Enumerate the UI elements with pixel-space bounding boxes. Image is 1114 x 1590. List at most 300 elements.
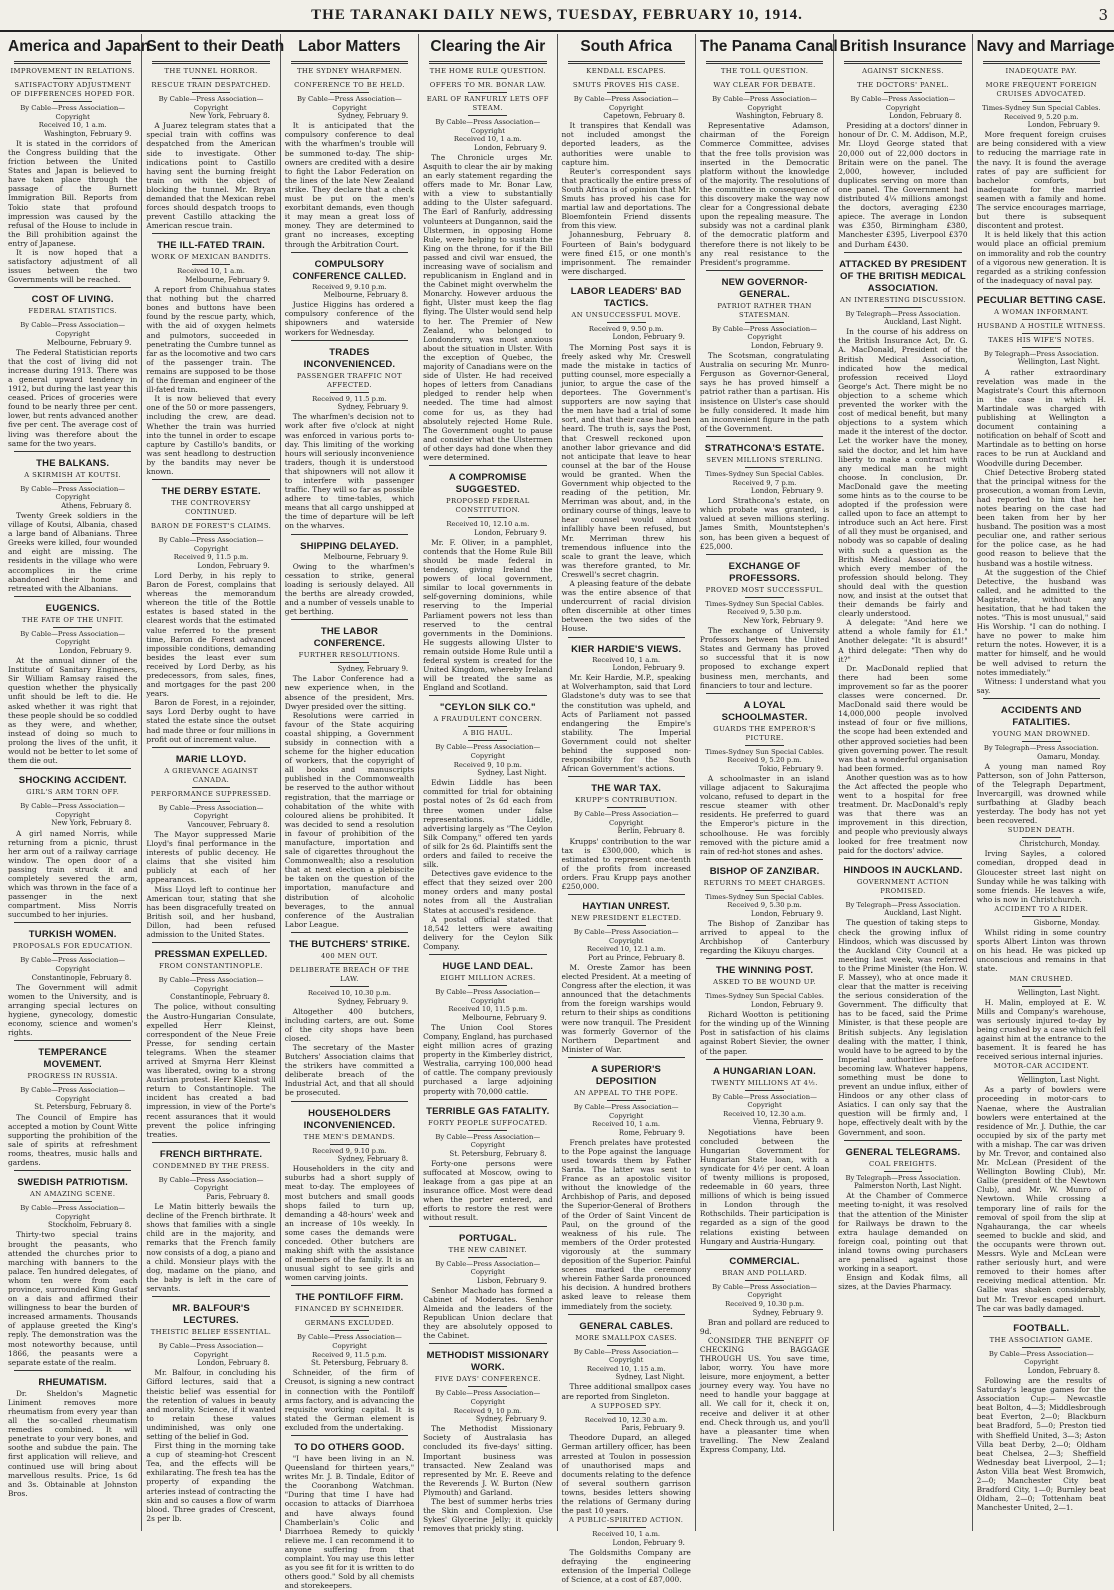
article-headline: PECULIAR BETTING CASE. xyxy=(976,294,1106,306)
article-headline: GENERAL CABLES. xyxy=(579,1320,673,1332)
article-separator xyxy=(568,776,685,777)
received-time: Received 10, 1 a.m. xyxy=(38,121,107,130)
subheading-dash xyxy=(745,78,784,79)
article-paragraph: The exchange of University Professors between the United States and Germany has proved so successful that it is now proposed to exchange expert business men, merchants, and financiers to tour and lecture. xyxy=(699,626,830,690)
article-paragraph: Another question was as to how the Act affected the people who went to a hospital for free treatment. Dr. MacDonald's reply was that there was an improvement in this direction, and people who previously always looked for free treatment now paid for the doctors' advice. xyxy=(838,772,968,855)
subheading-dash xyxy=(330,92,369,93)
article-subheading: GUARDS THE EMPEROR'S PICTURE. xyxy=(713,724,816,742)
headline-rule xyxy=(152,61,269,64)
article-paragraph: Lord Derby, in his reply to Baron de Forest, complains that whereas the memorandum whereon the title of the Bottle estates is based stated in the clearest words that the estimated value referred to the present time, Baron de Forest advanced impossible conditions, demanding besides the least ever sum received by Lord Derby, as his predecessors, from sales, fines, and mortgages for the past 200 years. xyxy=(146,570,276,699)
subheading-dash xyxy=(1022,101,1061,102)
article-subheading: THE CONTROVERSY CONTINUED. xyxy=(171,499,251,517)
article-subheading: A GRIEVANCE AGAINST CANADA. xyxy=(164,766,258,784)
article-paragraph: The police, without consulting the Austro-Hungarian Consulate, expelled Herr Kleinst, correspondent of the Neue Freie Presse, for sending certain telegrams. When the steamer arrived at Smyrna Herr Kleinst was liberated, owing to a strong Austrian protest. Herr Kleinst will return to Constantinople. The incident has created a bad impression, in view of the Porte's recent assurances that it would prevent the police infringing treaties. xyxy=(146,1002,276,1139)
article-paragraph: A girl named Norris, while returning from a picnic, thrust her arm out of a railway carriage window. The open door of a passing train struck it and completely severed the arm, which was thrown in the face of a passenger in the next compartment. Miss Norris succumbed to her injuries. xyxy=(8,828,138,920)
dateline: Sydney, February 9. xyxy=(337,665,409,674)
received-time: Received 10, 12.30 a.m. xyxy=(584,1415,668,1424)
article-separator xyxy=(983,698,1100,699)
dateline: Wellington, Last Night. xyxy=(1017,1076,1100,1085)
article-paragraph: The Morning Post says it is freely asked why Mr. Creswell made the mistake in tactics of putting counsel, more especially a junior, to argue the case of the deportees. The Government's supporters are now saying that the men have had a trial of some sort, and that their case had been heard. The truth is, says the Post, that Creswell reckoned upon another labor grievance and did not anticipate that leave to hear counsel at the bar of the House would be granted. When the Government whip objected to the reading of the petition, Mr. Merriman was about, and, in the ordinary course of things, leave to hear counsel would almost infallibly have been refused, but Mr. Merriman threw his tremendous influence into the scale to grant the leave, which was therefore granted, to Mr. Creswell's secret chagrin. xyxy=(561,342,691,579)
received-time: Received 10, 1 a.m. xyxy=(453,135,522,144)
article-paragraph: Thirty-two special trains brought the peasants, who attended the churches prior to marching with banners to the palace. Ten hundred delegates, of whom ten were from each province, surrounded King Gustaf on a dais and affirmed their willingness to bear the burden of increased armaments. Thousands of applause greeted the King's reply. The demonstration was the most noteworthy because, until 1866, the peasants were a separate estate of the realm. xyxy=(8,1230,138,1367)
article-headline: TRADES INCONVENIENCED. xyxy=(303,346,396,370)
article-subheading: TWENTY MILLIONS AT 4½. xyxy=(711,1078,818,1087)
article-paragraph: A young man named Roy Patterson, son of John Patterson, of the Telegraph Department, Invercargill, was drowned while surfbathing at Gladby beach yesterday. The body has not yet been recovered. xyxy=(976,761,1106,826)
article-subheading: THE ASSOCIATION GAME. xyxy=(989,1335,1094,1344)
cable-credit: By Cable—Press Association—Copyright xyxy=(573,95,679,112)
article-paragraph: It is now believed that every one of the 50 or more passengers, including the crew, are dead. Whether the train was hurried into the tunnel in order to escape capture by Castillo's bandits, or was sent headlong to destruction by the bandits may never be known. xyxy=(146,394,276,476)
subheading-dash xyxy=(745,597,784,598)
cable-credit: By Cable—Press Association—Copyright xyxy=(712,1092,817,1110)
dateline: Wellington, Last Night. xyxy=(1017,358,1100,367)
subheading-dash xyxy=(607,1345,646,1346)
cable-credit: Times-Sydney Sun Special Cables. xyxy=(705,747,824,756)
subheading-dash xyxy=(330,963,369,964)
dateline: New York, February 8. xyxy=(51,819,132,828)
subheading-dash xyxy=(468,517,507,518)
cable-credit: By Cable—Press Association—Copyright xyxy=(158,536,264,553)
article-separator xyxy=(706,693,823,694)
dateline: Sydney, February 8. xyxy=(337,1155,409,1164)
subheading-dash xyxy=(745,890,784,891)
article-separator xyxy=(568,1057,685,1058)
subheading-dash xyxy=(607,92,646,93)
article-separator xyxy=(706,554,823,555)
received-time: Received 9, 11.5 p.m. xyxy=(312,394,387,403)
article-headline: HINDOOS IN AUCKLAND. xyxy=(843,864,963,876)
headline-rule xyxy=(568,61,685,64)
article-subheading: AN UNSUCCESSFUL MOVE. xyxy=(571,310,681,319)
article-subheading: YOUNG MAN DROWNED. xyxy=(992,729,1091,738)
columns-container xyxy=(4,34,1114,1590)
article-paragraph: Senhor Machado has formed a Cabinet of Moderates. Senhor Almeida and the leaders of the Republican Union declare that they are absolutely opposed to the Cabinet. xyxy=(423,1285,553,1341)
subheading-dash xyxy=(53,799,92,800)
article-paragraph: Representative Adamson, chairman of the Foreign Commerce Committee, advises that the free tolls provision was inserted in the Democratic platform without the knowledge of the majority. The resolutions of the committee in consequence of this discovery make the way now clear for a Congressional debate upon the repealing measure. The subsidy was not a cardinal plank of the democratic platform and therefore there is not likely to be any real resistance to the President's programme. xyxy=(699,121,830,267)
subheading-dash xyxy=(607,78,646,79)
cable-credit: By Cable—Press Association—Copyright xyxy=(435,1389,541,1406)
subheading-dash xyxy=(1022,837,1061,838)
cable-credit: By Cable—Press Association—Copyright xyxy=(20,956,126,974)
article-headline: STRATHCONA'S ESTATE. xyxy=(704,442,825,454)
article-separator xyxy=(429,1099,546,1100)
article-separator xyxy=(291,1435,408,1436)
column-4 xyxy=(419,34,557,1534)
article-paragraph: The Scotsman, congratulating Australia on securing Mr. Munro-Ferguson as Governor-General, says he has proved himself a patriot rather than a partisan. His insistence on Ulster's case should be fully considered. It made him an inconvenient figure in the path of the Government. xyxy=(699,351,830,433)
subheading-dash xyxy=(1022,347,1061,348)
column-headline: Clearing the Air xyxy=(430,38,546,55)
article-paragraph: The question of taking steps to check the growing influx of Hindoos, which was discussed by the Auckland City Council at a meeting last week, was referred to the Prime Minister (the Hon. W. F. Massey), who at once made it clear that the matter is receiving the serious consideration of the Government. The difficulty that has to be faced, said the Prime Minister, is that these people are British subjects. Any legislation dealing with the matter, I think, would have to be agreed to by the Imperial authorities before becoming law. Whatever happens, something must be done to prevent an undue influx, either of Hindoos or any other class of Asiatics. I can only say that the question will be firmly and, I hope, effectively dealt with by the Government, and soon. xyxy=(838,918,968,1137)
article-paragraph: Le Matin bitterly bewails the decline of the French birthrate. It shows that families with a single child are in the majority, and remarks that the French family now consists of a dog, a piano and a child. Monsieur plays with the dog, madame on the piano, and the baby is left in the care of servants. xyxy=(146,1202,276,1293)
article-paragraph: The Bishop of Zanzibar has arrived to appeal to the Archbishop of Canterbury regarding the Kikuyu charges. xyxy=(699,919,830,956)
subheading-dash xyxy=(192,787,231,788)
dateline: London, February 8. xyxy=(197,1359,270,1368)
article-paragraph: A delegate: "And here we attend a whole family for £1." Another delegate: "It is absurd!" A third delegate: "Then why do it?" xyxy=(838,618,968,664)
cable-credit: By Cable—Press Association—Copyright xyxy=(573,810,679,827)
article-headline: A LOYAL SCHOOLMASTER. xyxy=(721,699,808,723)
column-8 xyxy=(973,34,1114,1531)
article-separator xyxy=(152,1296,269,1297)
article-separator xyxy=(291,619,408,620)
headline-rule xyxy=(844,61,961,64)
received-time: Received 9, 10 p.m. xyxy=(453,1406,522,1415)
article-subheading: FORTY PEOPLE SUFFOCATED. xyxy=(428,1118,548,1127)
subheading-dash xyxy=(468,740,507,741)
article-subheading: NEW PRESIDENT ELECTED. xyxy=(570,914,682,923)
column-headline: Sent to their Death xyxy=(146,38,285,55)
article-headline: MR. BALFOUR'S LECTURES. xyxy=(172,1303,250,1327)
article-paragraph: Bran and pollard are reduced to 9d. xyxy=(699,1317,830,1336)
article-subheading: GERMANS EXCLUDED. xyxy=(304,1319,395,1328)
dateline: Sydney, February 9. xyxy=(337,112,409,121)
subheading-dash xyxy=(330,1330,369,1331)
article-subheading: THE DOCTORS' PANEL. xyxy=(857,81,949,89)
dateline: Melbourne, February 9. xyxy=(185,276,270,284)
article-headline: EUGENICS. xyxy=(45,602,100,614)
dateline: London, February 8. xyxy=(889,112,962,121)
article-subheading: THE SYDNEY WHARFMEN. xyxy=(296,67,402,75)
article-paragraph: "I have been living in an N. Queensland for thirteen years," writes Mr. J. B. Tindale, Editor of the Cooranbong Watchman. "During that time I have had occasion to attacks of Diarrhoea and have always found Chamberlain's Colic and Diarrhoea Remedy to quickly relieve me. I can recommend it to anyone suffering from that complaint. You may use this letter as you see fit for it is written to do others good." Sold by all chemists and storekeepers. xyxy=(284,1454,415,1590)
article-separator xyxy=(14,922,131,923)
article-headline: SHIPPING DELAYED. xyxy=(300,540,399,552)
article-paragraph: Detectives gave evidence to the effect that they seized over 200 money orders and many postal notes from all the Australian States at accused's residence. xyxy=(423,869,553,915)
column-headline: Labor Matters xyxy=(298,38,401,55)
article-paragraph: Edwin Liddle has been committed for trial for obtaining postal notes of 2s 6d each from three women under false representations. Liddle, advertising largely as "The Ceylon Silk Company," offered ten yards of silk for 2s 6d. Plaintiffs sent the orders and failed to receive the silk. xyxy=(423,778,553,870)
article-paragraph: It transpires that Kendall was not included amongst the deported leaders, as the authorities were unable to capture him. xyxy=(561,121,691,167)
article-subheading: HUSBAND A HOSTILE WITNESS. xyxy=(977,321,1106,330)
cable-credit: By Cable—Press Association—Copyright xyxy=(20,1204,126,1221)
received-time: Received 10, 1 a.m. xyxy=(592,655,661,664)
article-paragraph: Ensign and Kodak films, all sizes, at the Davies Pharmacy. xyxy=(838,1273,968,1292)
article-subheading: FURTHER RESOLUTIONS. xyxy=(298,651,401,660)
dateline: London, February 9. xyxy=(750,341,824,350)
article-subheading: PROGRESS IN RUSSIA. xyxy=(27,1072,118,1081)
article-headline: SHOCKING ACCIDENT. xyxy=(18,775,127,787)
article-subheading: AN AMAZING SCENE. xyxy=(29,1190,116,1199)
article-subheading: PATRIOT RATHER THAN STATESMAN. xyxy=(717,301,812,319)
subheading-dash xyxy=(468,985,507,986)
article-headline: BISHOP OF ZANZIBAR. xyxy=(709,865,820,877)
article-separator xyxy=(983,1316,1100,1317)
article-headline: "CEYLON SILK CO." xyxy=(439,702,536,714)
dateline: Washington, February 9. xyxy=(43,129,132,138)
article-subheading: WORK OF MEXICAN BANDITS. xyxy=(151,253,271,262)
cable-credit: By Cable—Press Association—Copyright xyxy=(573,1102,679,1120)
article-subheading: EIGHT MILLION ACRES. xyxy=(440,974,536,982)
subheading-dash xyxy=(745,1280,784,1281)
column-7 xyxy=(834,34,972,1531)
cable-credit: Times-Sydney Sun Special Cables. xyxy=(705,992,824,1001)
article-paragraph: Baron de Forest, in a rejoinder, says Lord Derby ought to have stated the estate since the outset had made three or four millions in profit out of increment value. xyxy=(146,698,276,744)
article-paragraph: A rather extraordinary revelation was made in the Magistrate's Court this afternoon in the case in which H. Martindale was charged with publishing at Wellington a document containing a notification on behalf of Scott and Martindale as to betting on horse races to be run at Auckland and Woodville during December. xyxy=(976,367,1106,468)
dateline: Berlin, February 8. xyxy=(617,827,685,836)
article-paragraph: At the Chamber of Commerce meeting to-night, it was resolved that the attention of the Minister for Railways be drawn to the extra haulage demanded on foreign coal, pointing out that inland towns owing purchasers are penalised against those working in a seaport. xyxy=(838,1191,968,1274)
cable-credit: By Telegraph—Press Association. xyxy=(845,1173,961,1182)
article-paragraph: The Chronicle urges Mr. Asquith to clear the air by making an early statement regarding the offers made to Mr. Bonar Law, with a view to substantially adding to the Ulster safeguard. The Earl of Ranfurly, addressing volunteers at Dungannon, said the Ulstermen, in opposing Home Rule, were helping to sustain the King on the throne, for if the Bill passed and civil war ensued, the increasing wave of socialism and republicanism in England and in the Cabinet might overwhelm the Monarchy. However arduous the fight, Ulster must keep the flag flying. The Ulster would send help to her. The Premier of New Zealand, who belonged to Londonderry, was most anxious about the situation in Ulster. With the exception of Quebec, the majority of Canadians were on the side of Ulster. He had received hopes of letters from Canadians pledged to render help when needed. The time had almost come for us, as they had absolutely rejected Home Rule. The Government ought to pause and consider what the Ulstermen of other days had done when they were determined. xyxy=(423,152,553,462)
article-subheading: FEDERAL STATISTICS. xyxy=(28,307,117,316)
article-separator xyxy=(14,287,131,288)
received-time: Received 9, 5.20 p.m. xyxy=(727,756,802,765)
subheading-dash xyxy=(53,78,92,79)
article-headline: METHODIST MISSIONARY WORK. xyxy=(426,1350,550,1374)
subheading-dash xyxy=(884,307,923,308)
received-time: Received 10, 1 a.m. xyxy=(177,267,245,276)
headline-rule xyxy=(429,61,546,64)
received-time: Received 9, 11.5 p.m. xyxy=(312,1350,387,1359)
article-separator xyxy=(844,1140,961,1141)
subheading-dash xyxy=(745,322,784,323)
dateline: Washington, February 8. xyxy=(735,112,824,121)
subheading-dash xyxy=(53,1201,92,1202)
cable-credit: By Cable—Press Association—Copyright xyxy=(158,1175,264,1193)
article-paragraph: The Federal Statistician reports that the cost of living did not increase during 1913. There was a general upward tendency in 1912, but during the last year this ceased. Prices of groceries were found to be nearly three per cent. lower, but rents advanced another five per cent. The average cost of living was therefore about the same for the two years. xyxy=(8,347,138,448)
dateline: Lisbon, February 9. xyxy=(477,1276,547,1285)
cable-credit: By Cable—Press Association—Copyright xyxy=(158,95,264,112)
subheading-dash xyxy=(1022,916,1061,917)
dateline: Vienna, February 9. xyxy=(752,1118,824,1127)
cable-credit: By Cable—Press Association—Copyright xyxy=(435,118,541,135)
article-subheading: AGAINST SICKNESS. xyxy=(862,67,944,75)
subheading-dash xyxy=(884,898,923,899)
dateline: Paris, February 8. xyxy=(206,1193,270,1201)
subheading-dash xyxy=(192,1339,231,1340)
column-1 xyxy=(4,34,151,1531)
article-headline: THE WINNING POST. xyxy=(715,965,814,977)
dateline: Tokio, February 9. xyxy=(758,764,824,773)
subheading-dash xyxy=(745,1090,784,1091)
received-time: Received 10, 12.1 a.m. xyxy=(586,945,666,954)
subheading-dash xyxy=(745,92,784,93)
article-subheading: FIVE DAYS' CONFERENCE. xyxy=(434,1375,541,1384)
dateline: St. Petersburg, February 8. xyxy=(34,1103,132,1112)
subheading-dash xyxy=(1022,319,1061,320)
article-headline: THE BUTCHERS' STRIKE. xyxy=(288,938,410,950)
dateline: St. Petersburg, February 8. xyxy=(311,1359,409,1368)
article-paragraph: Reuter's correspondent says that practically the entire press of South Africa is of opinion that Mr. Smuts has proved his case for martial law and deportations. The Bloemfontein Friend dissents from this view. xyxy=(561,166,691,231)
subheading-dash xyxy=(53,101,92,102)
article-headline: THE LABOR CONFERENCE. xyxy=(313,626,386,650)
article-subheading: CONFERENCE TO BE HELD. xyxy=(294,81,405,89)
article-separator xyxy=(14,1170,131,1171)
dateline: Melbourne, February 9. xyxy=(323,552,409,561)
dateline: New York, February 8. xyxy=(189,112,270,121)
dateline: London, February 9. xyxy=(750,910,824,918)
cable-credit: By Cable—Press Association—Copyright xyxy=(850,95,956,112)
dateline: Stockholm, February 8. xyxy=(48,1221,132,1230)
cable-credit: By Telegraph—Press Association. xyxy=(983,349,1099,358)
article-subheading: IMPROVEMENT IN RELATIONS. xyxy=(10,67,135,75)
article-headline: A COMPROMISE SUGGESTED. xyxy=(449,472,527,496)
article-subheading: TAKES HIS WIFE'S NOTES. xyxy=(988,335,1095,344)
cable-credit: By Cable—Press Association—Copyright xyxy=(712,1282,817,1300)
subheading-dash xyxy=(745,467,784,468)
article-subheading: THE FATE OF THE UNFIT. xyxy=(21,615,124,624)
article-subheading: THE TOLL QUESTION. xyxy=(720,67,809,75)
article-separator xyxy=(291,1101,408,1102)
article-subheading: A BIG HAUL. xyxy=(462,729,513,738)
article-paragraph: The Methodist Missionary Society of Australasia has concluded its five-days' sitting. Important business was transacted. New Zealand was represented by Mr. E. Reeve and the Reverends J. W. Burton (New Plymouth) and Garland. xyxy=(423,1424,553,1497)
article-headline: HUGE LAND DEAL. xyxy=(442,961,534,972)
article-subheading: AN INTERESTING DISCUSSION. xyxy=(839,295,966,304)
article-headline: A SUPERIOR'S DEPOSITION xyxy=(591,1063,662,1087)
subheading-dash xyxy=(607,807,646,808)
received-time: Received 9, 9.50 p.m. xyxy=(588,324,664,333)
dateline: Sydney, Last Night. xyxy=(615,1373,685,1382)
subheading-dash xyxy=(53,1083,92,1084)
cable-credit: Times-Sydney Sun Special Cables. xyxy=(705,892,824,901)
dateline: London, February 9. xyxy=(750,1001,824,1010)
headline-rule xyxy=(706,61,823,64)
article-headline: A HUNGARIAN LOAN. xyxy=(713,1065,816,1077)
subheading-dash xyxy=(53,627,92,628)
received-time: Received 10, 11.5 p.m. xyxy=(448,1005,528,1014)
received-time: Received 9, 11.5 p.m. xyxy=(173,553,249,562)
dateline: Auckland, Last Night. xyxy=(884,909,962,918)
subheading-dash xyxy=(468,1386,507,1387)
article-separator xyxy=(844,858,961,859)
article-separator xyxy=(291,534,408,535)
dateline: London, February 9. xyxy=(197,561,270,570)
subheading-dash xyxy=(468,1130,507,1131)
article-headline: KIER HARDIE'S VIEWS. xyxy=(571,643,682,655)
subheading-dash xyxy=(1022,1347,1061,1348)
article-paragraph: Mr. Keir Hardie, M.P., speaking at Wolverhampton, said that Lord Gladstone's duty was to see that the constitution was upheld, and Acts of Parliament not passed endangering the Empire's stability. The Imperial Government could not shelter behind the supposed non-responsibility for the South African Government's actions. xyxy=(561,673,691,774)
cable-credit: By Cable—Press Association—Copyright xyxy=(158,803,264,821)
column-5 xyxy=(558,34,696,1585)
article-paragraph: A report from Chihuahua states that nothing but the charred bones and buttons have been found by the rescue party, which, with the aid of oxygen helmets and pulmotors, succeeded in penetrating the Cumbre tunnel as far as the locomotive and two cars of the passenger train. The remains are supposed to be those of the fireman and engineer of the ill-fated train. xyxy=(146,285,276,395)
article-paragraph: Presiding at a doctors' dinner in honour of Dr. C. M. Addison, M.P., Mr. Lloyd George stated that 20,000 out of 22,000 doctors in Britain were on the panel. The 2,000, however, included duplicates serving on more than one panel. The Government had distributed 4¼ millions amongst the doctors, averaging £230 apiece. The average in London was £350, Birmingham £380, Manchester £395, Liverpool £370 and Durham £430. xyxy=(838,121,968,249)
cable-credit: By Cable—Press Association—Copyright xyxy=(20,802,126,819)
article-paragraph: Dr. Sheldon's Magnetic Liniment removes more rheumatism from every year than all the so-called rheumatism remedies combined. It will penetrate to your very bones, and soothe and subdue the pain. The first application will relieve, and continued use will bring about marvellous results. Price, 1s 6d and 3s. Obtainable at Johnston Bros. xyxy=(8,1388,138,1498)
subheading-dash xyxy=(468,115,507,116)
article-headline: SWEDISH PATRIOTISM. xyxy=(17,1177,128,1189)
article-separator xyxy=(429,1343,546,1344)
dateline: Melbourne, February 8. xyxy=(323,291,409,300)
article-paragraph: Lord Strathcona's estate, on which probate was granted, is valued at seven millions sterling. James Smith, Mountstephen's son, has been given a bequest of £25,000. xyxy=(699,496,830,551)
article-paragraph: It is held likely that this action would place an official premium on immorality and rob the country of a vigorous new generation. It is regarded as a striking confession of the inadequacy of naval pay. xyxy=(976,230,1106,285)
article-separator xyxy=(844,252,961,253)
article-subheading: A PUBLIC-SPIRITED ACTION. xyxy=(569,1516,684,1525)
article-headline: THE DERBY ESTATE. xyxy=(161,486,261,498)
cable-credit: By Cable—Press Association—Copyright xyxy=(988,1349,1094,1367)
subheading-dash xyxy=(192,519,231,520)
article-paragraph: Three additional smallpox cases are reported from Singleton. xyxy=(561,1382,691,1401)
article-subheading: PROVED MOST SUCCESSFUL. xyxy=(705,585,824,594)
article-headline: PRESSMAN EXPELLED. xyxy=(154,949,268,961)
cable-credit: By Cable—Press Association—Copyright xyxy=(20,321,126,338)
article-paragraph: Negotiations have been concluded between the Hungarian Government for Hungarian State loan, with a syndicate for 4½ per cent. A loan of twenty millions is proposed, redeemable in 60 years, three millions of which is being issued in London through the Rothschilds. Their participation is regarded as a sign of the good relations existing between Hungary and Austria-Hungary. xyxy=(699,1127,830,1246)
cable-credit: By Telegraph—Press Association. xyxy=(845,309,961,318)
article-separator xyxy=(14,1370,131,1371)
dateline: New York, February 9. xyxy=(743,616,824,625)
article-subheading: THE HOME RULE QUESTION. xyxy=(429,67,546,75)
subheading-dash xyxy=(192,78,231,79)
column-headline: America and Japan xyxy=(8,38,151,55)
article-paragraph: Schneider, of the firm of Creusot, is signing a new contract in connection with the Pontiloff arms factory, and is advancing the requisite working capital. It is stated the German element is excluded from the undertaking. xyxy=(284,1368,415,1432)
article-headline: TURKISH WOMEN. xyxy=(28,929,117,941)
article-paragraph: More frequent foreign cruises are being considered with a view to reducing the marriage rate in the navy. It is found the average rates of pay are sufficient for bachelor comforts, but inadequate for the married seamen with a family and home. The service encourages marriage, but there is subsequent discontent and protest. xyxy=(976,130,1106,231)
article-separator xyxy=(291,1285,408,1286)
article-paragraph: Householders in the city and suburbs had a short supply of meat to-day. The employees of most butchers and small goods shops failed to turn up, demanding a 48-hours' week and an increase of 10s weekly. In some cases the demands were conceded. Other butchers are making shift with the assistance of members of the family. It is an unusual sight to see girls and women carving joints. xyxy=(284,1164,415,1283)
article-headline: HAYTIAN UNREST. xyxy=(582,901,670,913)
article-paragraph: Resolutions were carried in favour of the State acquiring coastal shipping, a Government subsidy in connection with a scheme for the higher education of workers, that the copyright of all books and manuscripts published in the Commonwealth be reserved to the author without registration, that the marriage or cohabitation of the white with coloured aliens be prohibited. It was decided to send a resolution in favour of prohibition of the manufacture, importation and sale of cigarettes throughout the Commonwealth; also a resolution that at next election a plebiscite be taken on the question of the importation, manufacture and distribution of alcoholic beverages, to the annual conference of the Australian Labor League. xyxy=(284,710,415,929)
article-headline: ATTACKED BY PRESIDENT OF THE BRITISH MEDICAL ASSOCIATION. xyxy=(839,258,967,294)
article-subheading: FROM CONSTANTINOPLE. xyxy=(159,962,263,971)
article-subheading: SATISFACTORY ADJUSTMENT OF DIFFERENCES HOPED FOR. xyxy=(10,81,135,98)
subheading-dash xyxy=(607,322,646,323)
article-paragraph: Chief Detective Broberg stated that the principal witness for the prosecution, a woman from Levin, had reported to him that her notes bearing on the case had been taken from her by her husband. The position was a most peculiar one, and rather serious for the police case, as he had good reason to believe that the husband was a hostile witness. xyxy=(976,467,1106,568)
article-paragraph: The best of summer herbs tries the Skin and Complexion. Use Sykes' Glycerine Jelly; it quickly removes that prickly sting. xyxy=(423,1497,553,1534)
article-subheading: SMUTS PROVES HIS CASE. xyxy=(572,81,680,89)
subheading-dash xyxy=(53,318,92,319)
article-paragraph: Owing to the wharfmen's cessation to strike, general loading is seriously delayed. All the berths are already crowded, and a number of vessels unable to get berthing. xyxy=(284,561,415,617)
article-separator xyxy=(568,637,685,638)
column-6 xyxy=(696,34,838,1531)
received-time: Received 9, 9.10 p.m. xyxy=(312,282,387,291)
article-subheading: RETURNS TO MEET CHARGES. xyxy=(703,878,826,887)
article-headline: PORTUGAL. xyxy=(458,1232,517,1244)
article-headline: THE BALKANS. xyxy=(36,457,110,469)
article-separator xyxy=(706,270,823,271)
dateline: Rome, February 9. xyxy=(618,1128,685,1137)
received-time: Received 9, 7 p.m. xyxy=(732,478,797,487)
article-headline: TO DO OTHERS GOOD. xyxy=(294,1442,405,1453)
article-subheading: KENDALL ESCAPES. xyxy=(586,67,667,75)
subheading-dash xyxy=(330,392,369,393)
article-paragraph: Forty-one persons were suffocated at Moscow, owing to leakage from a gas pipe at an insurance office. Most were dead when the porter entered, and efforts to restore the rest were without result. xyxy=(423,1158,553,1223)
article-separator xyxy=(152,747,269,748)
article-subheading: A WOMAN INFORMANT. xyxy=(994,307,1089,316)
received-time: Received 10, 1 a.m. xyxy=(592,1120,661,1129)
subheading-dash xyxy=(468,1257,507,1258)
article-separator xyxy=(983,288,1100,289)
dateline: Capetown, February 8. xyxy=(603,112,685,121)
article-separator xyxy=(429,695,546,696)
article-subheading: THE MEN'S DEMANDS. xyxy=(303,1132,396,1141)
received-time: Received 9, 5.30 p.m. xyxy=(727,901,802,910)
article-subheading: DELIBERATE BREACH OF THE LAW. xyxy=(289,965,410,983)
article-headline: RHEUMATISM. xyxy=(38,1376,107,1388)
article-subheading: BARON DE FOREST'S CLAIMS. xyxy=(150,522,272,531)
received-time: Received 10, 12.10 a.m. xyxy=(446,520,530,529)
article-subheading: AN APPEAL TO THE POPE. xyxy=(574,1088,679,1097)
article-subheading: MORE SMALLPOX CASES. xyxy=(575,1333,678,1342)
article-headline: TERRIBLE GAS FATALITY. xyxy=(426,1105,550,1117)
article-subheading: EARL OF RANFURLY LETS OFF STEAM. xyxy=(426,95,549,112)
article-paragraph: It is now hoped that a satisfactory adjustment of all issues between the two Governments will be reached. xyxy=(8,248,138,285)
cable-credit: By Cable—Press Association—Copyright xyxy=(20,1086,126,1103)
article-paragraph: The Union Cool Stores Company, England, has purchased eight million acres of grazing property in the Kimberley district, Westralia, carrying 100,000 head of cattle. The company previously purchased a large adjoining property with 70,000 cattle. xyxy=(423,1022,553,1096)
dateline: Port au Prince, February 8. xyxy=(588,953,685,962)
article-subheading: FINANCED BY SCHNEIDER. xyxy=(294,1305,405,1314)
article-subheading: A FRAUDULENT CONCERN. xyxy=(433,715,543,724)
subheading-dash xyxy=(53,953,92,954)
subheading-dash xyxy=(330,986,369,987)
article-paragraph: In the course of his address on the British Insurance Act, Dr. G. A. MacDonald, President of the British Medical Association, indicated how the medical profession received Lloyd George's Act. There might be no objection to a scheme which prevented the worker with the cost of medical benefit, but many objections to a system which made it the interest of the doctor. Let the worker have the money, said the doctor, and let him have liberty to make a contract with any medical man he might choose. In conclusion, Dr. MacDonald gave the meeting some hints as to the course to be adopted if the profession were called upon to face an attempt to introduce such an Act here. First of all they must be organised, and nobody was so capable of dealing with such a question as the British Medical Association, to which every member of the profession should belong. They should deal with the question now, and insist at the outset that their demands be fairly and clearly understood. xyxy=(838,327,968,619)
cable-credit: By Cable—Press Association—Copyright xyxy=(712,95,817,112)
article-paragraph: A postal official stated that 18,542 letters were awaiting delivery for the Ceylon Silk Company. xyxy=(423,914,553,951)
article-paragraph: The Government will admit women to the University, and is arranging special lectures on hygiene, gynecology, domestic economy, science and women's rights. xyxy=(8,982,138,1038)
subheading-dash xyxy=(607,1413,646,1414)
cable-credit: By Cable—Press Association—Copyright xyxy=(573,1347,679,1365)
cable-credit: By Cable—Press Association—Copyright xyxy=(573,928,679,945)
subheading-dash xyxy=(607,1100,646,1101)
article-paragraph: The Mayor suppressed Marie Lloyd's final performance in the interests of public decency. He claims that she visited him publicly at each of her appearances. xyxy=(146,830,276,885)
article-paragraph: Theodore Dupard, an alleged German artillery officer, has been arrested at Toulon in possession of unauthorised maps and documents relating to the defence of several southern garrison towns, besides letters showing the relations of Germany during the past 10 years. xyxy=(561,1433,691,1516)
article-subheading: THE NEW CABINET. xyxy=(448,1245,528,1254)
dateline: London, February 9. xyxy=(612,333,685,342)
article-paragraph: A Juarez telegram states that a special train with coffins was despatched from the American side to investigate. Other indications point to Castillo having sent the burning freight train on with the object of blocking the tunnel. Mr. Bryan demanded that the Mexican rebel forces should despatch troops to prevent Castillo attacking the American rescue train. xyxy=(146,121,276,231)
subheading-dash xyxy=(1022,1073,1061,1074)
